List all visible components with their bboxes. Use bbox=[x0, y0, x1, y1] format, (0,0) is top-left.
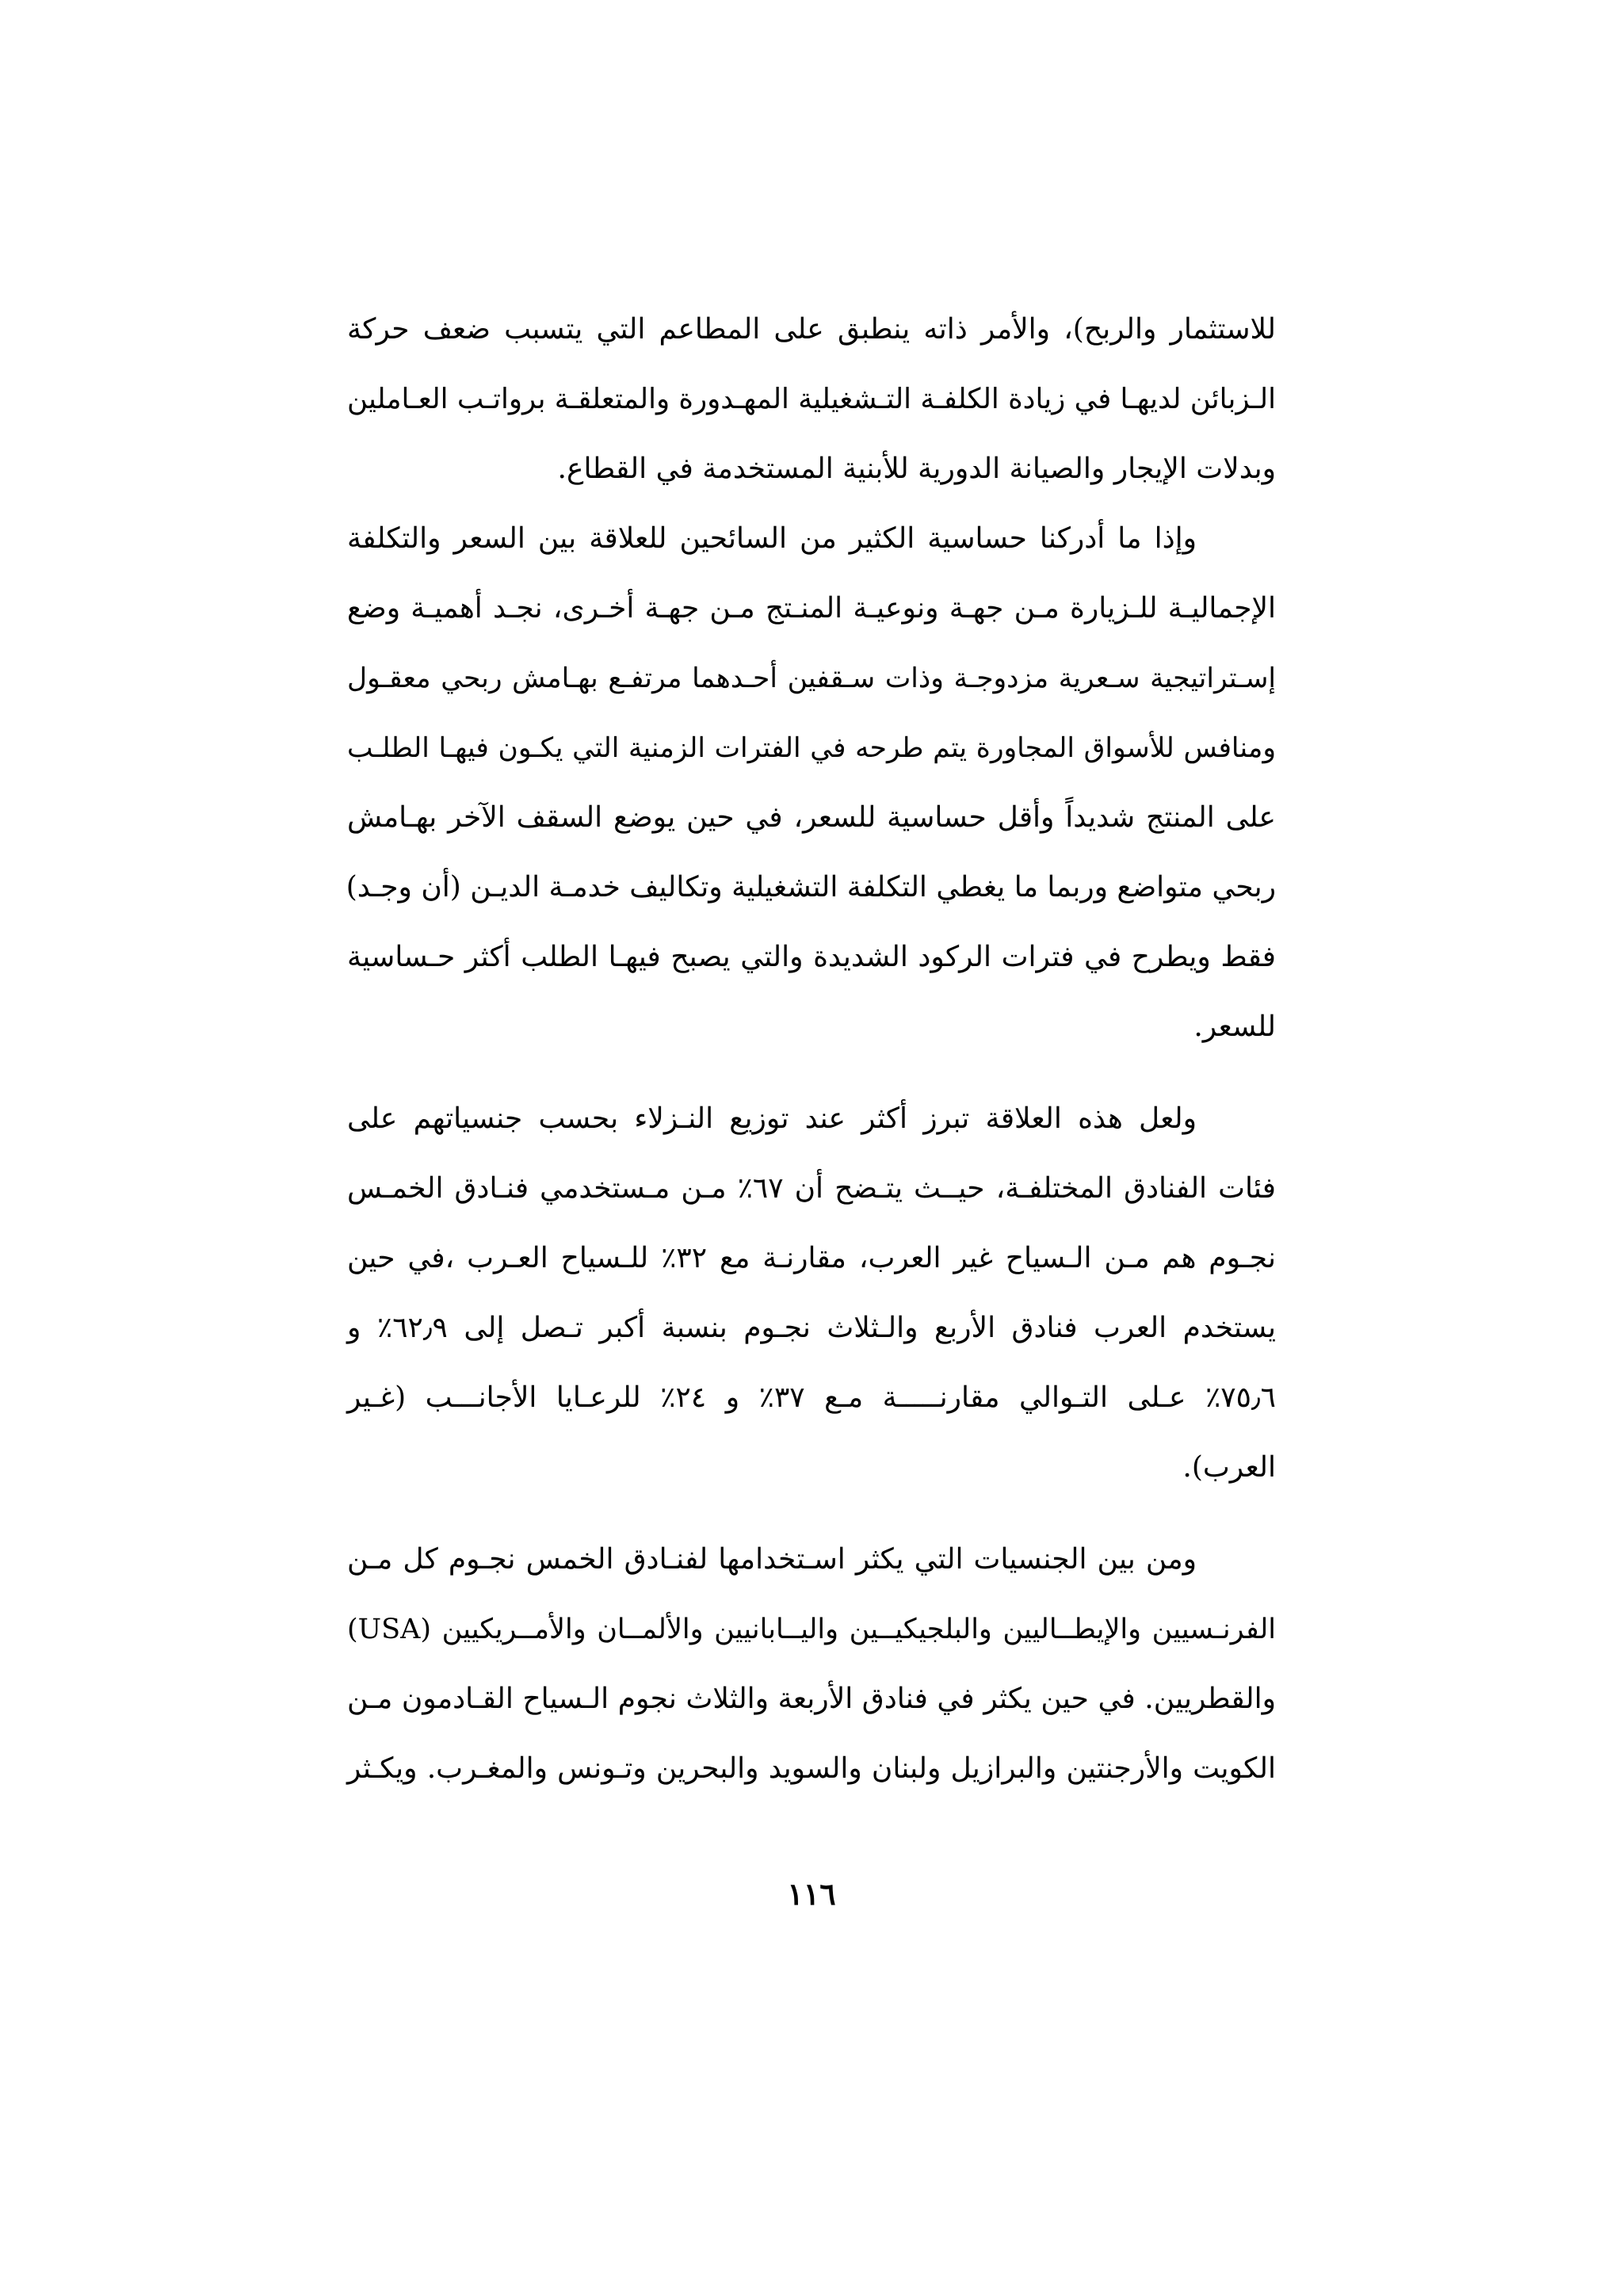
text-line: فقط ويطرح في فترات الركود الشديدة والتي يصبح فيهـا الطلب أكثر حـساسية bbox=[347, 941, 1276, 973]
text-line: للسعر. bbox=[1193, 1010, 1276, 1043]
paragraph bbox=[347, 1084, 1276, 1503]
text-line: يستخدم العرب فنادق الأربع والـثلاث نجـوم بنسبة أكبر تـصل إلى ٦٢٫٩٪ و bbox=[347, 1312, 1276, 1344]
text-line: إسـتراتيجية سـعرية مزدوجـة وذات سـقفين أحـدهما مرتفـع بهـامش ربحي معقـول bbox=[347, 663, 1276, 694]
paragraph bbox=[347, 504, 1276, 1062]
text-line: ولعل هذه العلاقة تبرز أكثر عند توزيع النـزلاء بحسب جنسياتهم على bbox=[347, 1102, 1197, 1135]
text-line: وبدلات الإيجار والصيانة الدورية للأبنية المستخدمة في القطاع. bbox=[557, 453, 1276, 485]
text-line: ومن بين الجنسيات التي يكثر اسـتخدامها لفنـادق الخمس نجـوم كل مـن bbox=[347, 1543, 1197, 1576]
text-line: ربحي متواضع وربما ما يغطي التكلفة التشغيلية وتكاليف خدمـة الديـن (أن وجـد) bbox=[346, 871, 1276, 904]
text-line: الإجماليـة للـزيارة مـن جهـة ونوعيـة المنـتج مـن جهـة أخـرى، نجـد أهميـة وضع bbox=[347, 592, 1276, 625]
paragraph-spacer bbox=[347, 1503, 1276, 1525]
text-line: نجـوم هم مـن الـسياح غير العرب، مقارنـة مع ٣٢٪ للـسياح العـرب ،في حين bbox=[347, 1242, 1276, 1274]
text-line: ومنافس للأسواق المجاورة يتم طرحه في الفترات الزمنية التي يكـون فيهـا الطلـب bbox=[347, 732, 1276, 764]
body-text bbox=[347, 295, 1276, 1804]
text-line: العرب). bbox=[1182, 1451, 1276, 1484]
text-line: الـزبائن لديهـا في زيادة الكلفـة التـشغيلية المهـدورة والمتعلقـة برواتـب العـاملين bbox=[347, 383, 1276, 415]
text-line: فئات الفنادق المختلفـة، حيــث يتـضح أن ٦٧٪ مـن مـستخدمي فنـادق الخمـس bbox=[347, 1172, 1277, 1205]
text-line: والقطريين. في حين يكثر في فنادق الأربعة والثلاث نجوم الـسياح القـادمون مـن bbox=[347, 1683, 1276, 1715]
text-line: ٧٥٫٦٪ عـلى التـوالي مقارنـــــة مـع ٣٧٪ و ٢٤٪ للرعـايا الأجانـــب (غـير bbox=[347, 1381, 1276, 1414]
paragraph bbox=[347, 295, 1276, 504]
text-line: للاستثمار والربح)، والأمر ذاته ينطبق على المطاعم التي يتسبب ضعف حركة bbox=[347, 313, 1276, 346]
text-line: على المنتج شديداً وأقل حساسية للسعر، في حين يوضع السقف الآخر بهـامش bbox=[347, 801, 1276, 834]
paragraph bbox=[347, 1525, 1276, 1804]
paragraph-spacer bbox=[347, 1062, 1276, 1084]
text-line: الفرنـسيين والإيطــاليين والبلجيكيــين واليــابانيين والألمــان والأمــريكيين (USA) bbox=[347, 1614, 1276, 1645]
page-number: ١١٦ bbox=[787, 1876, 836, 1912]
text-line: وإذا ما أدركنا حساسية الكثير من السائحين للعلاقة بين السعر والتكلفة bbox=[347, 522, 1197, 555]
text-line: الكويت والأرجنتين والبرازيل ولبنان والسويد والبحرين وتـونس والمغـرب. ويكـثر bbox=[347, 1752, 1276, 1785]
